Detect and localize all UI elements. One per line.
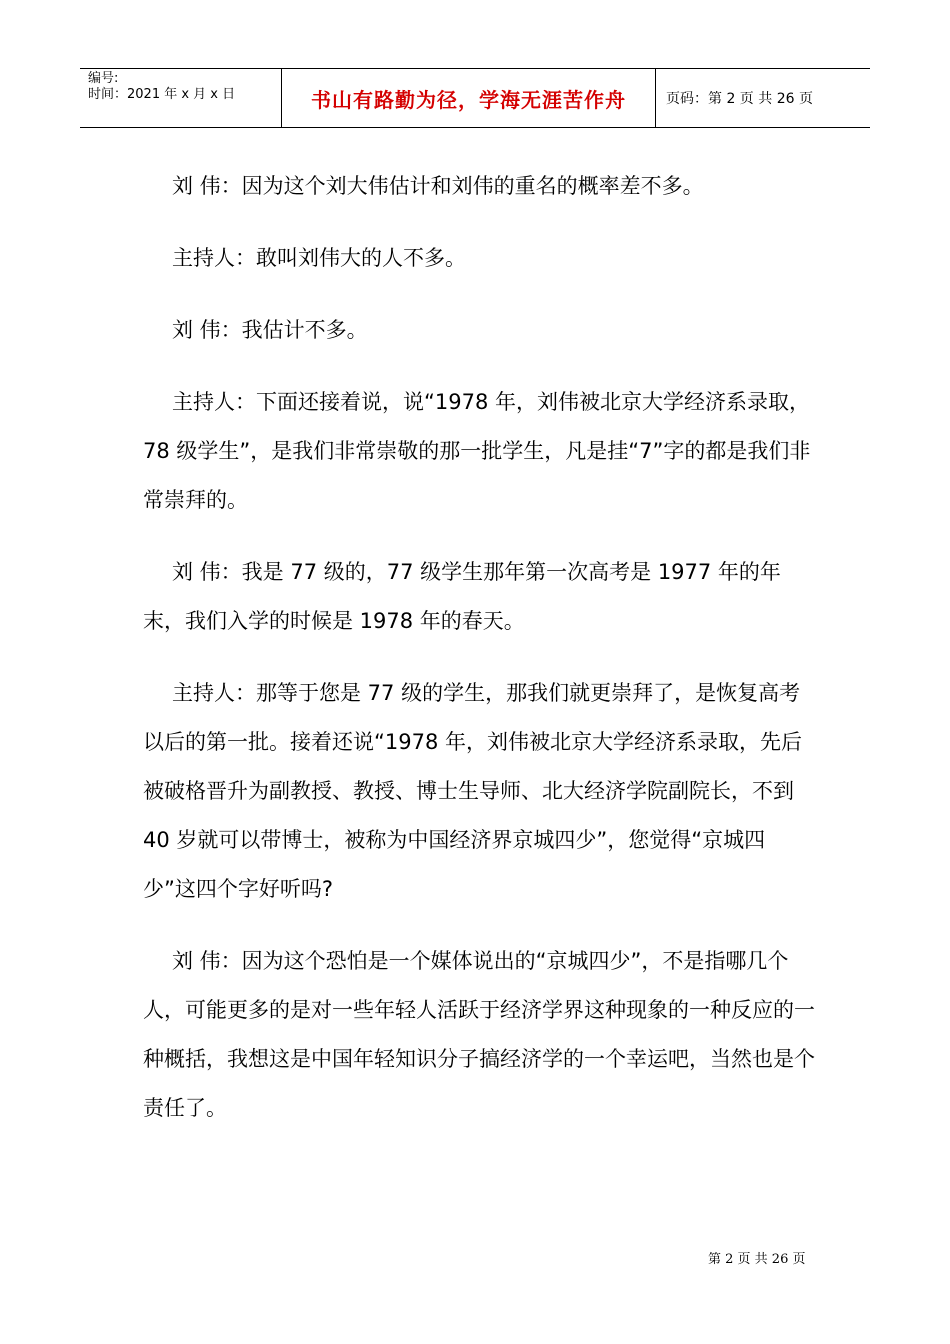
header-page-info: 页码：第 2 页 共 26 页 <box>666 91 813 107</box>
paragraph: 主持人：敢叫刘伟大的人不多。 <box>172 246 466 270</box>
paragraph: 刘 伟：因为这个恐怕是一个媒体说出的“京城四少”，不是指哪几个人，可能更多的是对一些年轻人活跃于经济学界这种现象的一种反应的一种概括，我想这是中国年轻知识分子搞经济学的一个幸运吧，当然也是个责任了。 <box>143 949 815 1120</box>
page-header <box>80 68 870 128</box>
paragraph: 刘 伟：我估计不多。 <box>172 318 368 342</box>
paragraph: 主持人：下面还接着说，说“1978 年，刘伟被北京大学经济系录取，78 级学生”，是我们非常崇敬的那一批学生，凡是挂“7”字的都是我们非常崇拜的。 <box>143 390 811 512</box>
page-footer: 第 2 页 共 26 页 <box>708 1252 806 1267</box>
time-label: 时间：2021 年 x 月 x 日 <box>88 87 236 102</box>
serial-number-label: 编号: <box>88 71 119 86</box>
document-body <box>143 162 815 1156</box>
header-motto: 书山有路勤为径，学海无涯苦作舟 <box>282 69 656 127</box>
paragraph: 主持人：那等于您是 77 级的学生，那我们就更崇拜了，是恢复高考以后的第一批。接着还说“1978 年，刘伟被北京大学经济系录取，先后被破格晋升为副教授、教授、博士生导师、北大经济学院副院长，不到 40 岁就可以带博士，被称为中国经济界京城四少”，您觉得“京城四少”这四个字好听吗? <box>143 681 802 901</box>
paragraph: 刘 伟：因为这个刘大伟估计和刘伟的重名的概率差不多。 <box>172 174 704 198</box>
header-meta-cell <box>80 69 282 127</box>
paragraph: 刘 伟：我是 77 级的，77 级学生那年第一次高考是 1977 年的年末，我们入学的时候是 1978 年的春天。 <box>143 560 781 633</box>
